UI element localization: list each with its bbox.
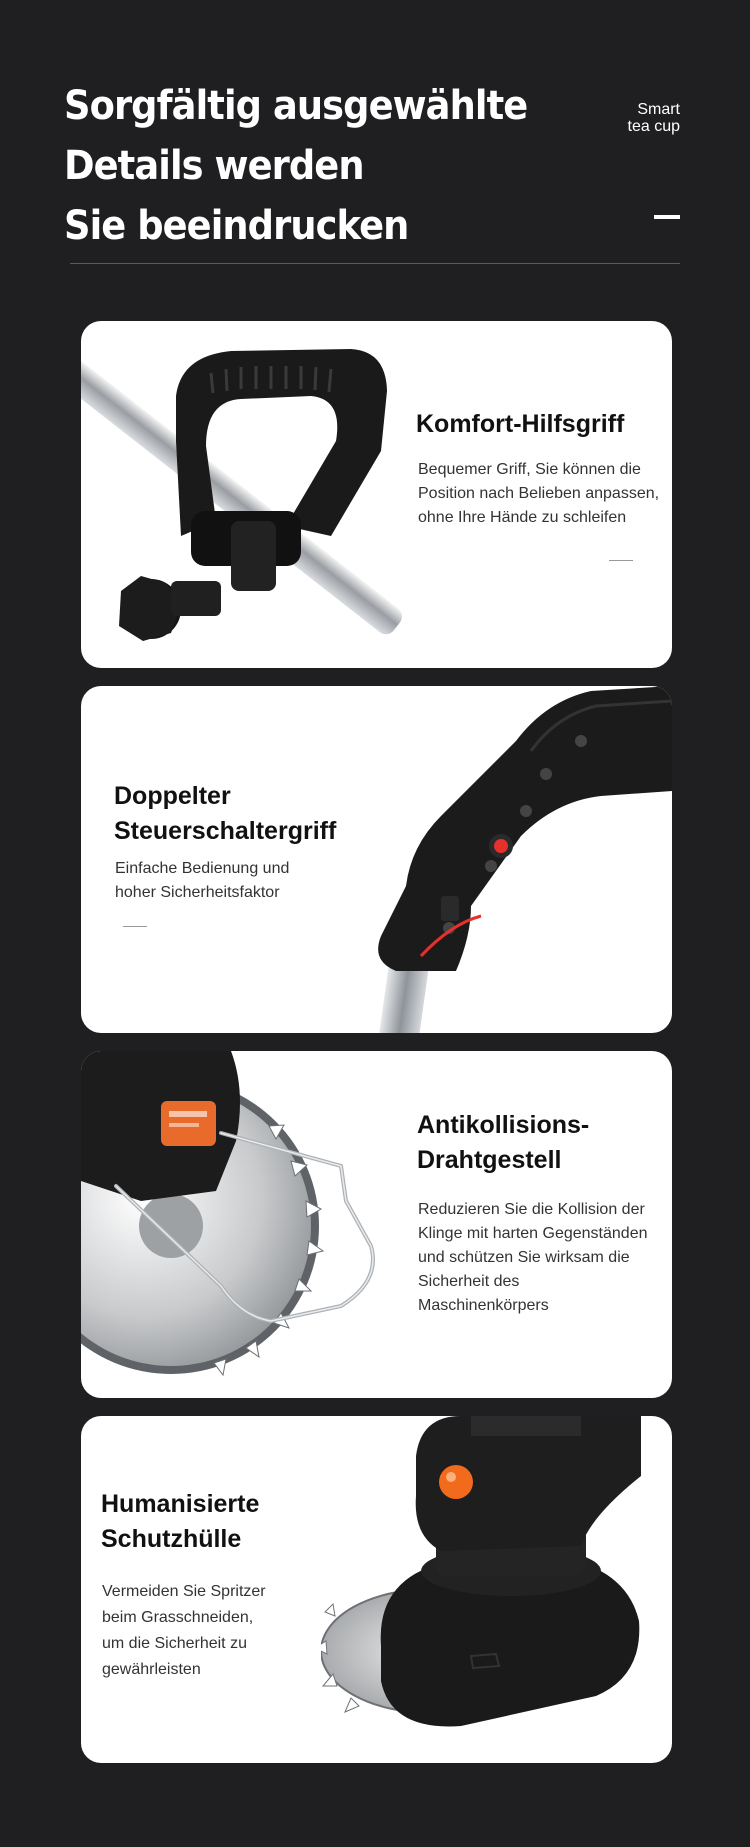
feature-description-line: und schützen Sie wirksam die	[418, 1249, 630, 1266]
side-label-line-1: Smart	[637, 101, 680, 118]
feature-description-line: um die Sicherheit zu	[102, 1635, 247, 1652]
feature-dash	[609, 560, 633, 561]
feature-description-line: gewährleisten	[102, 1661, 201, 1678]
header-divider	[70, 263, 680, 264]
feature-title-line: Komfort-Hilfsgriff	[416, 410, 625, 438]
feature-title	[101, 1487, 259, 1557]
feature-description	[418, 458, 659, 530]
feature-title-line: Doppelter	[114, 782, 231, 810]
feature-card-protective-cover	[81, 1416, 672, 1763]
feature-description-line: Einfache Bedienung und	[115, 860, 290, 877]
grip-switch-icon	[341, 686, 672, 1033]
headline	[64, 76, 527, 256]
feature-card-comfort-handle	[81, 321, 672, 668]
feature-description-line: Sicherheit des	[418, 1273, 520, 1290]
feature-description	[418, 1198, 647, 1318]
feature-title-line: Schutzhülle	[101, 1525, 242, 1553]
feature-description-line: Position nach Belieben anpassen,	[418, 485, 660, 502]
feature-dash	[123, 926, 147, 927]
headline-line-2: Details werden	[64, 143, 364, 189]
feature-title	[417, 1108, 589, 1178]
feature-description-line: Maschinenkörpers	[418, 1297, 549, 1314]
side-label-line-2: tea cup	[627, 118, 680, 135]
headline-line-1: Sorgfältig ausgewählte	[64, 83, 528, 129]
headline-line-3: Sie beeindrucken	[64, 203, 409, 249]
feature-description-line: ohne Ihre Hände zu schleifen	[418, 509, 627, 526]
handle-icon	[81, 321, 411, 668]
feature-card-anti-collision-frame	[81, 1051, 672, 1398]
header-dash	[654, 215, 680, 219]
feature-title-line: Antikollisions-	[417, 1111, 590, 1139]
blade-wire-frame-icon	[81, 1051, 411, 1398]
feature-description	[115, 857, 289, 905]
feature-description	[102, 1579, 266, 1683]
feature-card-dual-switch-grip	[81, 686, 672, 1033]
feature-title-line: Drahtgestell	[417, 1146, 562, 1174]
feature-title	[416, 407, 624, 442]
feature-description-line: beim Grasschneiden,	[102, 1609, 254, 1626]
blade-guard-icon	[321, 1416, 672, 1763]
feature-title-line: Humanisierte	[101, 1490, 260, 1518]
feature-title-line: Steuerschaltergriff	[114, 817, 337, 845]
side-label	[628, 101, 680, 135]
feature-description-line: Reduzieren Sie die Kollision der	[418, 1201, 645, 1218]
feature-title	[114, 779, 336, 849]
feature-description-line: hoher Sicherheitsfaktor	[115, 884, 280, 901]
feature-description-line: Vermeiden Sie Spritzer	[102, 1583, 266, 1600]
feature-description-line: Klinge mit harten Gegenständen	[418, 1225, 648, 1242]
feature-description-line: Bequemer Griff, Sie können die	[418, 461, 641, 478]
page-header	[0, 0, 750, 270]
